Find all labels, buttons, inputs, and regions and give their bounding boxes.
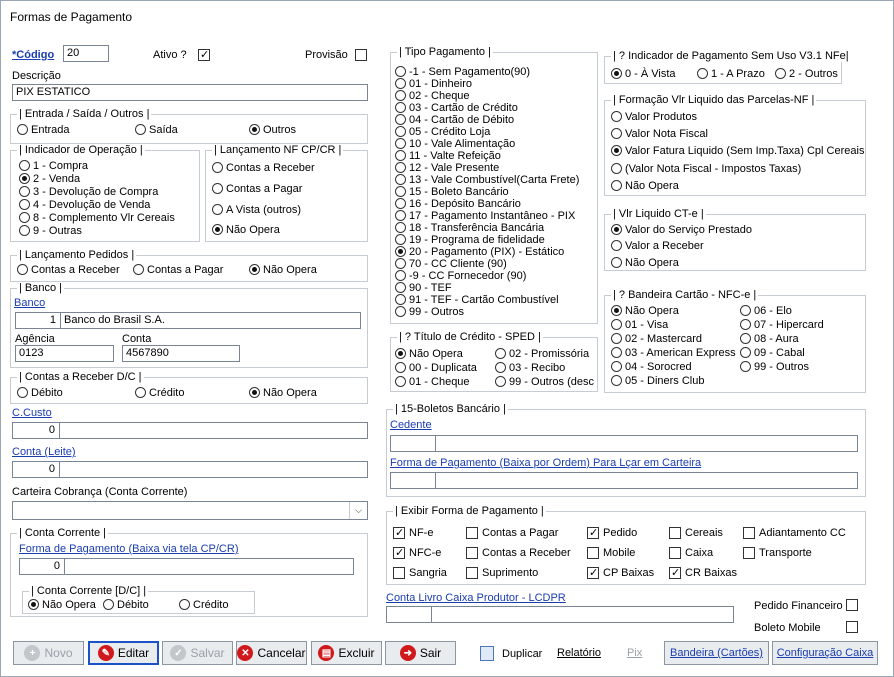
lancamento-nf-option[interactable]: Não Opera: [212, 223, 280, 236]
bandeira-cartao-option[interactable]: 01 - Visa: [611, 318, 668, 331]
exibir-pedido-checkbox[interactable]: ✓ Pedido: [587, 526, 637, 539]
tipo-pagamento-group: [390, 46, 598, 324]
tipo-pagamento-option[interactable]: 04 - Cartão de Débito: [395, 113, 514, 126]
conta-corrente-dc-option[interactable]: Débito: [103, 598, 149, 611]
formacao-vlr-title: | Formação Vlr Liquido das Parcelas-NF |: [613, 94, 815, 106]
exibir-forma-title: | Exibir Forma de Pagamento |: [395, 505, 544, 517]
exibir-cereais-checkbox[interactable]: Cereais: [669, 526, 723, 539]
titulo-credito-option[interactable]: 03 - Recibo: [495, 361, 565, 374]
tipo-pagamento-option[interactable]: 70 - CC Cliente (90): [395, 257, 507, 270]
exibir-cp-baixas-checkbox[interactable]: ✓ CP Baixas: [587, 566, 654, 579]
provisao-checkbox[interactable]: [355, 48, 371, 61]
tipo-pagamento-option[interactable]: 18 - Transferência Bancária: [395, 221, 544, 234]
check-icon: ✓: [170, 645, 186, 661]
bandeira-cartao-option[interactable]: 06 - Elo: [740, 304, 792, 317]
bandeira-cartao-option[interactable]: 03 - American Express: [611, 346, 736, 359]
boleto-mobile-label: Boleto Mobile: [754, 622, 821, 634]
conta-corrente-dc-group: [22, 585, 255, 614]
conta-corrente-dc-title: | Conta Corrente [D/C] |: [31, 585, 147, 597]
lancamento-nf-group: [205, 144, 368, 242]
conta-corrente-dc-option[interactable]: Crédito: [179, 598, 228, 611]
tipo-pagamento-option[interactable]: 12 - Vale Presente: [395, 161, 499, 174]
c-custo-link[interactable]: C.Custo: [12, 407, 52, 419]
exibir-suprimento-checkbox[interactable]: Suprimento: [466, 566, 538, 579]
lancamento-pedidos-group: [10, 249, 368, 282]
lancamento-nf-option[interactable]: Contas a Receber: [212, 161, 315, 174]
conta-label: Conta: [122, 333, 152, 345]
forma-pagamento-cpcr-input[interactable]: [19, 558, 354, 575]
bandeira-cartao-option[interactable]: Não Opera: [611, 304, 679, 317]
cedente-link[interactable]: Cedente: [390, 419, 432, 431]
provisao-label: Provisão: [305, 49, 348, 61]
bandeira-cartao-option[interactable]: 99 - Outros: [740, 360, 809, 373]
copy-icon: [480, 646, 494, 661]
tipo-pagamento-option[interactable]: 05 - Crédito Loja: [395, 125, 490, 138]
tipo-pagamento-option[interactable]: 11 - Valte Refeição: [395, 149, 501, 162]
c-custo-value: 0: [48, 424, 55, 436]
forma-pagamento-boleto-input[interactable]: [390, 472, 858, 489]
exibir-caixa-checkbox[interactable]: Caixa: [669, 546, 713, 559]
descricao-input[interactable]: PIX ESTATICO: [12, 84, 368, 101]
indicador-operacao-option[interactable]: 4 - Devolução de Venda: [19, 198, 150, 211]
indicador-operacao-option[interactable]: 9 - Outras: [19, 224, 82, 237]
ativo-checkbox[interactable]: [198, 48, 214, 61]
contas-receber-dc-option[interactable]: Crédito: [135, 386, 184, 399]
tipo-pagamento-option[interactable]: -9 - CC Fornecedor (90): [395, 269, 526, 282]
titulo-credito-option[interactable]: Não Opera: [395, 347, 463, 360]
provisao-check-icon: [355, 49, 367, 61]
pencil-icon: ✎: [98, 645, 114, 661]
indicador-operacao-group: [10, 144, 200, 242]
formacao-vlr-group: [604, 94, 866, 196]
tipo-pagamento-option[interactable]: 13 - Vale Combustível(Carta Frete): [395, 173, 579, 186]
sair-button[interactable]: ➜ Sair: [385, 641, 456, 665]
indicador-pagamento-title: | ? Indicador de Pagamento Sem Uso V3.1 NFe|: [613, 50, 849, 62]
chevron-down-icon[interactable]: ⌵: [349, 502, 367, 519]
bandeira-cartao-title: | ? Bandeira Cartão - NFC-e |: [613, 289, 757, 301]
bandeira-cartao-option[interactable]: 02 - Mastercard: [611, 332, 702, 345]
banco-field[interactable]: [15, 312, 361, 329]
conta-livro-link[interactable]: Conta Livro Caixa Produtor - LCDPR: [386, 592, 566, 604]
pedido-financeiro-checkbox[interactable]: [846, 598, 862, 611]
tipo-pagamento-option[interactable]: 01 - Dinheiro: [395, 77, 472, 90]
tipo-pagamento-option[interactable]: 20 - Pagamento (PIX) - Estático: [395, 245, 564, 258]
novo-button[interactable]: + Novo: [13, 641, 84, 665]
indicador-operacao-option[interactable]: 1 - Compra: [19, 159, 88, 172]
forma-pagamento-cpcr-link[interactable]: Forma de Pagamento (Baixa via tela CP/CR): [19, 543, 239, 555]
ativo-check-icon: [198, 49, 210, 61]
titulo-credito-option[interactable]: 00 - Duplicata: [395, 361, 477, 374]
boleto-mobile-checkbox[interactable]: [846, 620, 862, 633]
tipo-pagamento-option[interactable]: 91 - TEF - Cartão Combustível: [395, 293, 559, 306]
tipo-pagamento-option[interactable]: 99 - Outros: [395, 305, 464, 318]
vlr-liquido-cte-group: [604, 208, 866, 271]
indicador-pagamento-option[interactable]: 1 - A Prazo: [697, 67, 765, 80]
titulo-credito-option[interactable]: 02 - Promissória: [495, 347, 589, 360]
exit-icon: ➜: [400, 645, 416, 661]
exibir-contas-pagar-checkbox[interactable]: Contas a Pagar: [466, 526, 558, 539]
agencia-input[interactable]: 0123: [15, 345, 114, 362]
conta-corrente-dc-option[interactable]: Não Opera: [28, 598, 96, 611]
carteira-cobranca-label: Carteira Cobrança (Conta Corrente): [12, 486, 188, 498]
conta-livro-input[interactable]: [386, 606, 734, 623]
tipo-pagamento-option[interactable]: 19 - Programa de fidelidade: [395, 233, 545, 246]
tipo-pagamento-option[interactable]: 03 - Cartão de Crédito: [395, 101, 518, 114]
bandeira-cartao-option[interactable]: 08 - Aura: [740, 332, 799, 345]
window-title: Formas de Pagamento: [10, 10, 133, 24]
exibir-contas-receber-checkbox[interactable]: Contas a Receber: [466, 546, 571, 559]
cedente-input[interactable]: [390, 435, 858, 452]
tipo-pagamento-option[interactable]: 17 - Pagamento Instantâneo - PIX: [395, 209, 575, 222]
exibir-transporte-checkbox[interactable]: Transporte: [743, 546, 812, 559]
vlr-liquido-cte-option[interactable]: Valor a Receber: [611, 239, 704, 252]
forma-pagamento-boleto-link[interactable]: Forma de Pagamento (Baixa por Ordem) Para Lçar em Carteira: [390, 457, 702, 469]
banco-title: | Banco |: [19, 282, 63, 294]
indicador-operacao-title: | Indicador de Operação |: [19, 144, 143, 156]
configuracao-caixa-button[interactable]: Configuração Caixa: [772, 641, 878, 665]
entrada-saida-group: [10, 108, 368, 144]
conta-leite-link[interactable]: Conta (Leite): [12, 446, 76, 458]
exibir-sangria-checkbox[interactable]: Sangria: [393, 566, 447, 579]
editar-button[interactable]: ✎ Editar: [88, 641, 159, 665]
exibir-cr-baixas-checkbox[interactable]: ✓ CR Baixas: [669, 566, 737, 579]
indicador-operacao-option[interactable]: 2 - Venda: [19, 172, 80, 185]
cancelar-button[interactable]: ✕ Cancelar: [236, 641, 307, 665]
titulo-credito-option[interactable]: 01 - Cheque: [395, 375, 470, 388]
bandeira-cartoes-button[interactable]: Bandeira (Cartões): [664, 641, 769, 665]
pix-link[interactable]: Pix: [627, 647, 643, 659]
outros-radio[interactable]: Outros: [249, 123, 296, 136]
indicador-pagamento-group: [604, 50, 849, 84]
indicador-operacao-option[interactable]: 3 - Devolução de Compra: [19, 185, 158, 198]
descricao-label: Descrição: [12, 70, 61, 82]
vlr-liquido-cte-title: | Vlr Liquido CT-e |: [613, 208, 704, 220]
vlr-liquido-cte-option[interactable]: Valor do Serviço Prestado: [611, 223, 752, 236]
conta-corrente-title: | Conta Corrente |: [19, 527, 107, 539]
lancamento-nf-option[interactable]: A Vista (outros): [212, 203, 301, 216]
formacao-vlr-option[interactable]: Valor Nota Fiscal: [611, 127, 708, 140]
codigo-input[interactable]: 20: [63, 45, 109, 62]
exibir-nfce-checkbox[interactable]: ✓ NFC-e: [393, 546, 441, 559]
tipo-pagamento-option[interactable]: 10 - Vale Alimentação: [395, 137, 515, 150]
contas-receber-dc-option[interactable]: Não Opera: [249, 386, 317, 399]
excluir-button[interactable]: ▤ Excluir: [311, 641, 382, 665]
cancel-x-icon: ✕: [237, 645, 253, 661]
salvar-button[interactable]: ✓ Salvar: [162, 641, 233, 665]
exibir-mobile-checkbox[interactable]: Mobile: [587, 546, 635, 559]
bandeira-cartao-group: [604, 289, 866, 393]
titulo-credito-title: | ? Título de Crédito - SPED |: [399, 331, 541, 343]
boletos-title: | 15-Boletos Bancário |: [395, 403, 506, 415]
lancamento-pedidos-option[interactable]: Não Opera: [249, 263, 317, 276]
conta-leite-input[interactable]: [12, 461, 368, 478]
indicador-pagamento-option[interactable]: 2 - Outros: [775, 67, 838, 80]
duplicar-button[interactable]: Duplicar: [480, 646, 542, 661]
banco-link[interactable]: Banco: [14, 297, 46, 309]
lancamento-pedidos-option[interactable]: Contas a Pagar: [133, 263, 223, 276]
titulo-credito-group: [390, 331, 598, 392]
indicador-pagamento-option[interactable]: 0 - À Vista: [611, 67, 676, 80]
lancamento-pedidos-option[interactable]: Contas a Receber: [17, 263, 120, 276]
tipo-pagamento-option[interactable]: -1 - Sem Pagamento(90): [395, 65, 530, 78]
formacao-vlr-option[interactable]: Valor Fatura Liquido (Sem Imp.Taxa) Cpl Cereais: [611, 144, 864, 157]
entrada-saida-title: | Entrada / Saída / Outros |: [19, 108, 150, 120]
ativo-label: Ativo ?: [153, 49, 187, 61]
plus-icon: +: [24, 645, 40, 661]
contas-receber-dc-title: | Contas a Receber D/C |: [19, 371, 142, 383]
bandeira-cartao-option[interactable]: 04 - Sorocred: [611, 360, 692, 373]
forma-pagamento-cpcr-value: 0: [53, 560, 60, 572]
tipo-pagamento-option[interactable]: 02 - Cheque: [395, 89, 470, 102]
exibir-nfe-checkbox[interactable]: ✓ NF-e: [393, 526, 433, 539]
contas-receber-dc-option[interactable]: Débito: [17, 386, 63, 399]
tipo-pagamento-option[interactable]: 90 - TEF: [395, 281, 452, 294]
bandeira-cartao-option[interactable]: 09 - Cabal: [740, 346, 805, 359]
contas-receber-dc-group: [10, 371, 368, 404]
relatorio-link[interactable]: Relatório: [557, 647, 602, 659]
c-custo-input[interactable]: [12, 422, 368, 439]
agencia-label: Agência: [15, 333, 55, 345]
carteira-cobranca-select[interactable]: [12, 501, 368, 520]
bandeira-cartao-option[interactable]: 05 - Diners Club: [611, 374, 704, 387]
tipo-pagamento-title: | Tipo Pagamento |: [399, 46, 491, 58]
formacao-vlr-option[interactable]: Valor Produtos: [611, 110, 697, 123]
titulo-credito-option[interactable]: 99 - Outros (desc: [495, 375, 594, 388]
formacao-vlr-option[interactable]: Não Opera: [611, 179, 679, 192]
lancamento-nf-option[interactable]: Contas a Pagar: [212, 182, 302, 195]
lancamento-pedidos-title: | Lançamento Pedidos |: [19, 249, 135, 261]
lancamento-nf-title: | Lançamento NF CP/CR |: [214, 144, 342, 156]
conta-input[interactable]: 4567890: [122, 345, 240, 362]
tipo-pagamento-option[interactable]: 15 - Boleto Bancário: [395, 185, 509, 198]
indicador-operacao-option[interactable]: 8 - Complemento Vlr Cereais: [19, 211, 175, 224]
tipo-pagamento-option[interactable]: 16 - Depósito Bancário: [395, 197, 521, 210]
trash-icon: ▤: [318, 645, 334, 661]
formacao-vlr-option[interactable]: (Valor Nota Fiscal - Impostos Taxas): [611, 162, 801, 175]
conta-leite-value: 0: [48, 463, 55, 475]
pedido-financeiro-label: Pedido Financeiro: [754, 600, 843, 612]
banco-name: Banco do Brasil S.A.: [64, 314, 165, 326]
saida-radio[interactable]: Saída: [135, 123, 178, 136]
bandeira-cartao-option[interactable]: 07 - Hipercard: [740, 318, 824, 331]
codigo-label[interactable]: *Código: [12, 49, 55, 61]
vlr-liquido-cte-option[interactable]: Não Opera: [611, 256, 679, 269]
banco-code: 1: [49, 314, 56, 326]
entrada-radio[interactable]: Entrada: [17, 123, 70, 136]
exibir-adiantamento-cc-checkbox[interactable]: Adiantamento CC: [743, 526, 846, 539]
